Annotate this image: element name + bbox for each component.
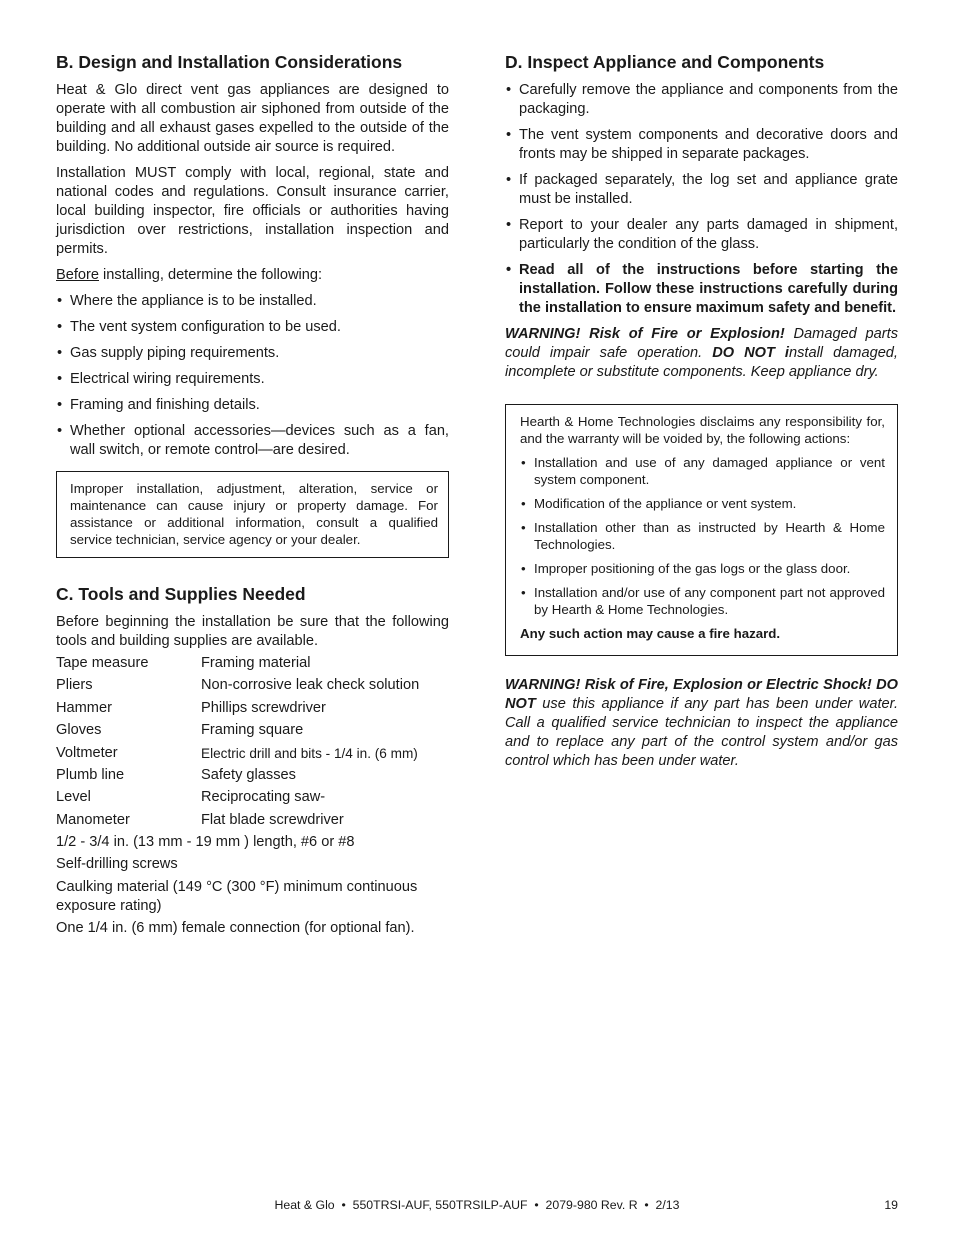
tool-item: Level <box>56 789 91 806</box>
tool-item: Plumb line <box>56 766 125 783</box>
warning-donot: DO NOT <box>505 677 898 712</box>
list-item: • Improper positioning of the gas logs or the glass door. <box>520 560 885 577</box>
tool-item: Safety glasses <box>201 766 296 783</box>
list-item: • Carefully remove the appliance and components from the packaging. <box>505 81 898 119</box>
supply-line: 1/2 - 3/4 in. (13 mm - 19 mm ) length, #6 or #8 <box>56 833 355 850</box>
warning-text: nstall damaged, incomplete or substitute components. Keep appliance dry. <box>505 345 898 380</box>
tool-item: Reciprocating saw- <box>201 789 326 806</box>
before-word: Before <box>56 267 99 283</box>
list-item: • Framing and finishing details. <box>56 396 449 415</box>
list-item: • Gas supply piping requirements. <box>56 344 449 363</box>
list-item: • Whether optional accessories—devices such as a fan, wall switch, or remote control—are desired. <box>56 422 449 460</box>
supply-line: Caulking material (149 °C (300 °F) minimum continuous exposure rating) <box>56 878 418 914</box>
notice-text: Improper installation, adjustment, alteration, service or maintenance can cause injury or property damage. For assistance or additional information, consult a qualified service technician, service agency or your dealer. <box>70 481 438 547</box>
tool-item: Tape measure <box>56 655 149 671</box>
disclaimer-box <box>505 404 898 656</box>
before-rest: installing, determine the following: <box>99 267 323 283</box>
notice-box <box>56 471 449 558</box>
footer-text: Heat & Glo • 550TRSI-AUF, 550TRSILP-AUF • 2079-980 Rev. R • 2/13 <box>274 1198 680 1212</box>
warning-fire-explosion <box>505 325 898 382</box>
tool-item: Voltmeter <box>56 744 118 761</box>
tool-item: Framing square <box>201 722 304 739</box>
section-b-para2: Installation MUST comply with local, regional, state and national codes and regulations. Consult insurance carrier, local building inspector, fire officials or authorities having jurisdiction over restrictions, installation inspection and permits. <box>56 165 449 257</box>
tool-item: Phillips screwdriver <box>201 699 326 716</box>
warning-lead: WARNING! Risk of Fire, Explosion or Electric Shock! <box>505 677 872 693</box>
list-item: • Electrical wiring requirements. <box>56 370 449 389</box>
tool-item: Gloves <box>56 722 102 739</box>
section-b-heading: B. Design and Installation Considerations <box>56 52 403 72</box>
section-d-heading: D. Inspect Appliance and Components <box>505 52 825 72</box>
list-item: • Modification of the appliance or vent system. <box>520 495 885 512</box>
tool-item: Pliers <box>56 677 93 694</box>
list-item: • If packaged separately, the log set and appliance grate must be installed. <box>505 171 898 209</box>
warning-lead: WARNING! Risk of Fire or Explosion! <box>505 326 785 342</box>
list-item: • Installation and/or use of any component part not approved by Hearth & Home Technologies. <box>520 584 885 618</box>
warning-text: use this appliance if any part has been under water. Call a qualified service technician to inspect the appliance and to replace any part of the control system and/or gas control which has been under water. <box>505 696 898 769</box>
section-c-heading: C. Tools and Supplies Needed <box>56 584 306 604</box>
tool-item: Framing material <box>201 655 311 671</box>
section-b-para1: Heat & Glo direct vent gas appliances are designed to operate with all combustion air siphoned from outside of the building and all exhaust gases expelled to the outside of the building. No additional outside air source is required. <box>56 82 449 155</box>
list-item-bold: • Read all of the instructions before starting the installation. Follow these instructions carefully during the installation to ensure maximum safety and benefit. <box>505 261 898 318</box>
left-column <box>56 50 449 941</box>
list-item: • The vent system configuration to be used. <box>56 318 449 337</box>
tools-list <box>56 654 449 830</box>
disclaimer-closing: Any such action may cause a fire hazard. <box>520 626 781 641</box>
section-c-intro: Before beginning the installation be sure that the following tools and building supplies are available. <box>56 614 449 649</box>
tool-item: Flat blade screwdriver <box>201 811 344 828</box>
list-item: • The vent system components and decorative doors and fronts may be shipped in separate packages. <box>505 126 898 164</box>
disclaimer-list <box>520 454 885 618</box>
page-number: 19 <box>884 1198 898 1212</box>
disclaimer-intro: Hearth & Home Technologies disclaims any responsibility for, and the warranty will be voided by, the following actions: <box>520 414 885 446</box>
list-item: • Where the appliance is to be installed. <box>56 292 449 311</box>
tool-item: Non-corrosive leak check solution <box>201 677 420 694</box>
right-column <box>505 50 898 778</box>
inspect-list <box>505 81 898 318</box>
tool-item: Hammer <box>56 699 112 716</box>
determine-list <box>56 292 449 460</box>
warning-text: Damaged parts could impair safe operation. <box>505 326 898 361</box>
list-item: • Installation other than as instructed by Hearth & Home Technologies. <box>520 519 885 553</box>
tool-item: Electric drill and bits - 1/4 in. (6 mm) <box>201 745 418 761</box>
supply-line: One 1/4 in. (6 mm) female connection (for optional fan). <box>56 919 415 936</box>
list-item: • Installation and use of any damaged appliance or vent system component. <box>520 454 885 488</box>
supply-line: Self-drilling screws <box>56 856 178 873</box>
before-line <box>56 266 449 285</box>
warning-donot: DO NOT i <box>712 345 789 361</box>
warning-electric-shock <box>505 676 898 771</box>
list-item: • Report to your dealer any parts damaged in shipment, particularly the condition of the glass. <box>505 216 898 254</box>
tool-item: Manometer <box>56 811 130 828</box>
